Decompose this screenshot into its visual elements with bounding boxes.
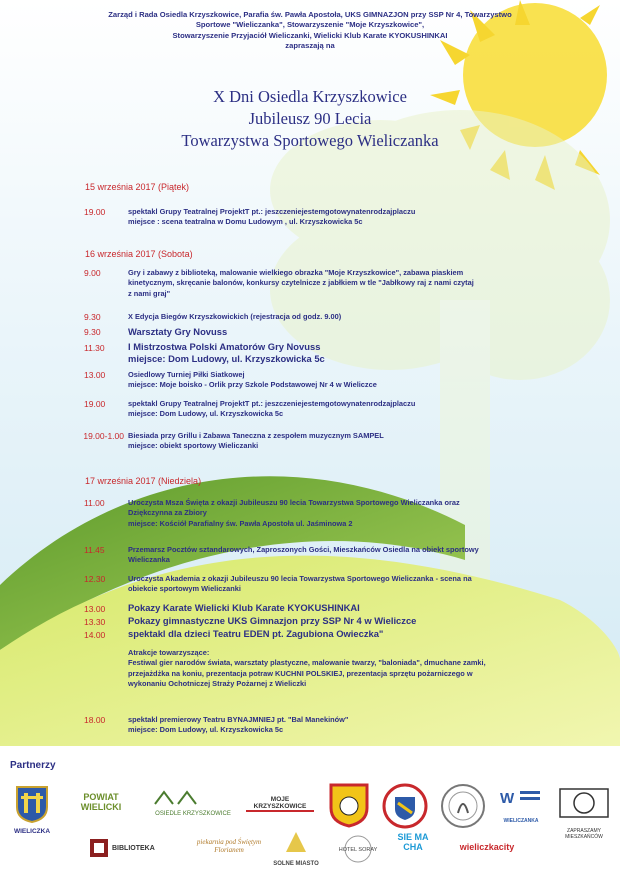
day-label: 17 września 2017 (Niedziela) [85, 476, 202, 486]
event-title: X Dni Osiedla Krzyszkowice Jubileusz 90 Lecia Towarzystwa Sportowego Wieliczanka [181, 87, 439, 150]
moje-krzyszkowice-logo [246, 796, 314, 812]
logo-text: HOTEL SORAY [338, 847, 378, 853]
event-desc: spektakl Grupy Teatralnej ProjektT pt.: jeszczeniejestemgotowynatenrodzajplaczu miejsce : scena teatralna w Domu Ludowym , ul. Krzyszkowicka 5c [128, 207, 416, 227]
wieliczkacity-logo [444, 842, 530, 852]
event-time: 9.00 [84, 268, 101, 278]
kopalnia-logo [556, 783, 612, 840]
powiat-logo [66, 792, 136, 812]
event-time: 13.00 [84, 370, 106, 380]
event-time: 18.00 [84, 715, 106, 725]
logo-text: wieliczkacity [459, 842, 515, 852]
event-time: 14.00 [84, 630, 106, 640]
logo-text: OSIEDLE KRZYSZKOWICE [155, 811, 231, 817]
solne-miasto-logo [272, 830, 320, 867]
event-desc: spektakl Grupy Teatralnej ProjektT pt.: jeszczeniejestemgotowynatenrodzajplaczu miejsce: Dom Ludowy, ul. Krzyszkowicka 5c [128, 399, 416, 419]
event-time: 9.30 [84, 312, 101, 322]
svg-text:W: W [500, 790, 515, 807]
event-desc: I Mistrzostwa Polski Amatorów Gry Novuss miejsce: Dom Ludowy, ul. Krzyszkowicka 5c [128, 341, 325, 365]
event-time: 11.30 [84, 343, 105, 353]
event-time: 9.30 [84, 327, 101, 337]
football-crest [328, 782, 370, 828]
organizers: Zarząd i Rada Osiedla Krzyszkowice, Parafia św. Pawła Apostoła, UKS GIMNAZJON przy SSP Nr 4, Towarzystwo Sportowe "Wieliczanka", Stowarzyszenie "Moje Krzyszkowice", Stowarzyszenie Przyjaciół Wieliczanki, Wielicki Klub Karate KYOKUSHINKAI zapraszają na [108, 10, 512, 51]
event-desc: Pokazy Karate Wielicki Klub Karate KYOKUSHINKAI [128, 602, 360, 613]
event-desc: spektakl premierowy Teatru BYNAJMNIEJ pt. "Bal Manekinów" miejsce: Dom Ludowy, ul. Krzyszkowicka 5c [128, 715, 349, 735]
event-desc: X Edycja Biegów Krzyszkowickich (rejestracja od godz. 9.00) [128, 312, 342, 321]
event-desc: Warsztaty Gry Novuss [128, 326, 228, 337]
event-desc: spektakl dla dzieci Teatru EDEN pt. Zagubiona Owieczka" [128, 628, 384, 639]
event-desc: Przemarsz Pocztów sztandarowych, Zaproszonych Gości, Mieszkańców Osiedla na obiekt sportowy Wieliczanka [128, 545, 479, 565]
event-desc: Uroczysta Msza Święta z okazji Jubileuszu 90 lecia Towarzystwa Sportowego Wieliczanka oraz Dziękczynna za Zbiory miejsce: Kościół Parafialny św. Pawła Apostoła ul. Jaśminowa 2 [128, 498, 460, 528]
logo-text: BIBLIOTEKA [112, 844, 155, 852]
event-desc: Uroczysta Akademia z okazji Jubileuszu 90 lecia Towarzystwa Sportowego Wieliczanka - scena na obiekcie sportowym Wieliczanki [128, 574, 472, 594]
event-time: 13.00 [84, 604, 106, 614]
day-label: 15 września 2017 (Piątek) [85, 182, 190, 192]
event-desc: Pokazy gimnastyczne UKS Gimnazjon przy SSP Nr 4 w Wieliczce [128, 615, 417, 626]
osiedle-logo [150, 788, 236, 817]
event-time: 19.00-1.00 [83, 431, 124, 441]
event-desc: Biesiada przy Grillu i Zabawa Taneczna z zespołem muzycznym SAMPEL miejsce: obiekt sportowy Wieliczanki [128, 431, 384, 451]
logo-text: WIELICZKA [13, 828, 51, 835]
hotel-soray-logo [336, 834, 380, 853]
event-time: 19.00 [84, 399, 106, 409]
logo-text: SOLNE MIASTO [273, 861, 319, 867]
event-desc: Gry i zabawy z biblioteką, malowanie wielkiego obrazka "Moje Krzyszkowice", zabawa piaskiem kinetycznym, skręcanie balonów, konkursy czytelnicze z jabłkiem w tle "Jabłkowy raj z nami czytaj z nami graj" [128, 268, 474, 298]
event-time: 13.30 [84, 617, 106, 627]
wieliczanka-logo [498, 783, 544, 824]
logo-text: WIELICZANKA [503, 818, 539, 824]
logo-text: POWIAT WIELICKI [80, 792, 122, 812]
logo-text: ZAPRASZAMY MIESZKAŃCÓW [565, 828, 603, 840]
event-desc: Atrakcje towarzyszące: Festiwal gier narodów świata, warsztaty plastyczne, malowanie twarzy, "baloniada", dmuchane zamki, przejażdżka na koniu, prezentacja potraw KUCHNI POLSKIEJ, prezentacja sprzętu pożarniczego w wykonaniu Ochotniczej Straży Pożarnej z Wieliczki [128, 648, 486, 689]
logo-text: piekarnia pod Świętym Florianem [196, 838, 262, 854]
event-time: 11.00 [84, 498, 105, 508]
event-desc: Osiedlowy Turniej Piłki Siatkowej miejsce: Moje boisko - Orlik przy Szkole Podstawowej Nr 4 w Wieliczce [128, 370, 377, 390]
siemacha-logo [396, 832, 430, 852]
round-emblem [382, 783, 428, 829]
piekarnia-logo [196, 838, 262, 854]
day-label: 16 września 2017 (Sobota) [85, 249, 193, 259]
partners-title: Partnerzy [10, 760, 56, 771]
seal-logo [440, 783, 486, 829]
wieliczka-logo [10, 785, 54, 835]
logo-text: SIE MA CHA [397, 832, 429, 852]
biblioteka-logo [90, 839, 170, 857]
logo-text: MOJE KRZYSZKOWICE [253, 796, 307, 810]
event-time: 19.00 [84, 207, 106, 217]
event-time: 11.45 [84, 545, 105, 555]
event-time: 12.30 [84, 574, 106, 584]
